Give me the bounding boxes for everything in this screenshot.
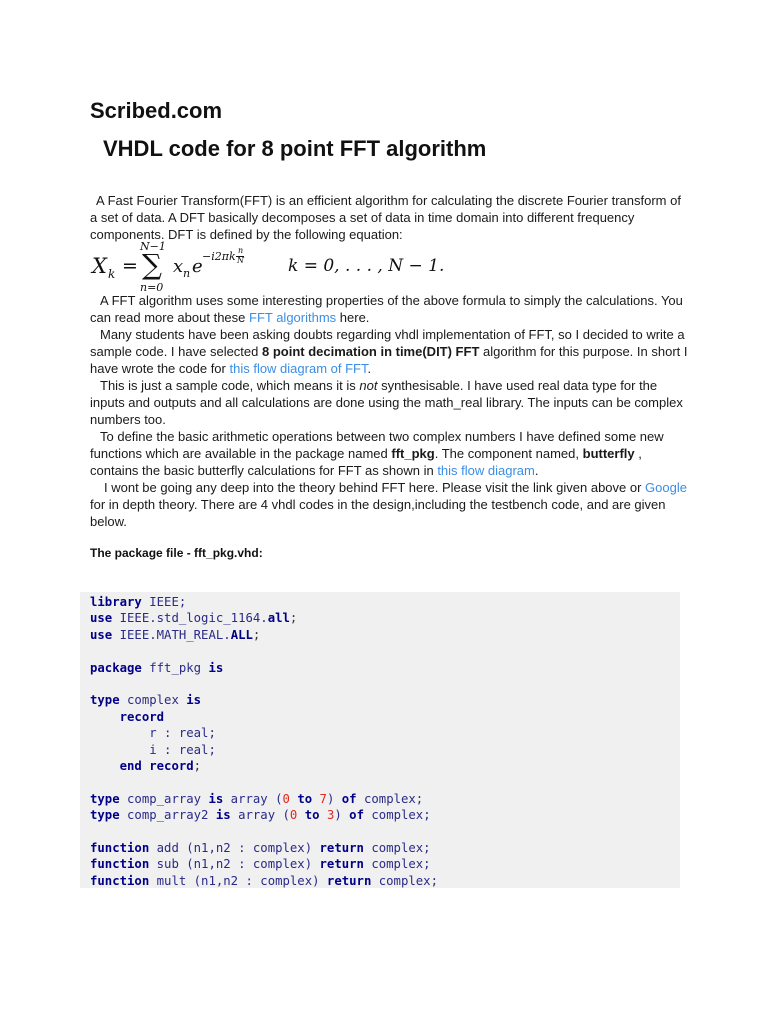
- flow-diagram-of-fft-link[interactable]: this flow diagram of FFT: [229, 361, 368, 376]
- code-number: 7: [319, 791, 327, 806]
- code-blank-line: [90, 774, 680, 790]
- code-indent: [90, 759, 120, 773]
- code-blank-line: [90, 643, 680, 659]
- code-line: [90, 758, 680, 774]
- dft-equation: [92, 240, 452, 296]
- code-keyword: library: [90, 595, 142, 609]
- code-keyword: type: [90, 808, 120, 823]
- code-keyword: return: [319, 857, 364, 872]
- code-keyword: is: [215, 808, 231, 823]
- eq-exponent: −i2πk: [202, 250, 236, 263]
- code-text: ): [334, 808, 350, 823]
- code-text: comp_array: [119, 791, 209, 806]
- code-number: 0: [289, 808, 298, 823]
- code-keyword: use: [90, 611, 113, 626]
- code-text: [297, 808, 304, 822]
- code-keyword: record: [119, 709, 165, 724]
- code-number: 0: [282, 791, 290, 806]
- code-text: add (n1,n2 : complex): [149, 840, 320, 855]
- eq-term: x: [173, 256, 184, 277]
- eq-equals: =: [122, 255, 138, 277]
- para5-bold-butterfly: butterfly: [582, 446, 635, 461]
- para5-text-mid2: , contains the basic butterfly calculations for FFT as shown in: [90, 446, 642, 478]
- code-number: 3: [326, 808, 335, 823]
- para2-text-end: here.: [336, 310, 370, 325]
- code-keyword: type: [90, 693, 120, 708]
- article-title: VHDL code for 8 point FFT algorithm: [103, 136, 487, 161]
- code-line: [90, 807, 680, 823]
- code-blank-line: [90, 676, 680, 692]
- eq-range: k = 0, . . . , N − 1.: [288, 256, 445, 276]
- code-text: [320, 808, 327, 822]
- code-text: complex;: [363, 808, 431, 823]
- para4-italic: not: [359, 378, 378, 393]
- code-keyword: use: [90, 627, 113, 642]
- code-keyword: function: [90, 873, 150, 888]
- code-text: array (: [230, 808, 290, 823]
- code-text: IEEE;: [141, 595, 187, 609]
- para3-text-mid: algorithm for this purpose. In short I have wrote the code for: [90, 344, 688, 376]
- code-text: complex;: [356, 791, 424, 806]
- code-text: [312, 792, 319, 806]
- code-text: complex;: [363, 857, 431, 872]
- para6-text-end: for in depth theory. There are 4 vhdl codes in the design,including the testbench code, and are given below.: [90, 497, 666, 529]
- code-text: IEEE.std_logic_1164.: [112, 611, 268, 626]
- para5-text: To define the basic arithmetic operations between two complex numbers I have defined some new functions which are available in the package named: [90, 429, 664, 461]
- eq-lhs: X: [92, 254, 107, 278]
- code-line: [90, 660, 680, 676]
- paragraph-theory: [90, 479, 690, 530]
- code-text: ;: [289, 611, 298, 626]
- code-keyword: of: [349, 808, 364, 823]
- paragraph-arithmetic: [90, 428, 690, 479]
- code-text: IEEE.MATH_REAL.: [112, 627, 231, 642]
- para6-text: I wont be going any deep into the theory behind FFT here. Please visit the link given above or: [104, 480, 646, 495]
- code-keyword: function: [90, 857, 150, 872]
- eq-exp-base: e: [192, 256, 203, 277]
- eq-frac-den: N: [237, 256, 244, 265]
- code-keyword: to: [297, 791, 313, 806]
- paragraph-fft-properties: [90, 292, 690, 326]
- eq-term-sub: n: [183, 267, 191, 280]
- code-line: [90, 873, 680, 889]
- flow-diagram-link[interactable]: this flow diagram: [437, 463, 535, 478]
- code-line: [90, 742, 680, 758]
- code-keyword: to: [304, 808, 320, 823]
- eq-lhs-sub: k: [108, 267, 116, 281]
- code-keyword: is: [186, 693, 202, 708]
- paragraph-students: [90, 326, 690, 377]
- code-text: fft_pkg: [141, 660, 209, 675]
- code-line: [90, 610, 680, 626]
- code-line: [90, 709, 680, 725]
- site-name: Scribed.com: [90, 98, 223, 123]
- code-block: [80, 592, 680, 888]
- eq-sum-bottom: n=0: [140, 281, 164, 294]
- code-text: mult (n1,n2 : complex): [149, 873, 327, 888]
- eq-sum-symbol: ∑: [142, 248, 162, 281]
- code-text: ;: [252, 627, 261, 642]
- code-keyword: of: [341, 791, 357, 806]
- code-line: [90, 840, 680, 856]
- para2-text: A FFT algorithm uses some interesting properties of the above formula to simply the calculations. You can read more about these: [90, 293, 683, 325]
- intro-paragraph: A Fast Fourier Transform(FFT) is an efficient algorithm for calculating the discrete Fourier transform of a set of data. A DFT basically decomposes a set of data in time domain into different frequency components. DFT is defined by the following equation:: [90, 193, 681, 242]
- para4-text: This is just a sample code, which means it is: [100, 378, 360, 393]
- code-text: sub (n1,n2 : complex): [149, 857, 320, 872]
- code-line: [90, 791, 680, 807]
- para5-text-end: .: [534, 463, 539, 478]
- para5-text-mid: . The component named,: [434, 446, 583, 461]
- google-link[interactable]: Google: [645, 480, 687, 495]
- code-line: [90, 856, 680, 872]
- code-line: [90, 627, 680, 643]
- code-keyword: return: [326, 873, 372, 888]
- eq-frac-num: n: [238, 246, 244, 255]
- code-keyword: is: [208, 791, 224, 806]
- code-text: ): [326, 791, 342, 806]
- code-text: array (: [223, 791, 283, 806]
- code-keyword: all: [267, 611, 290, 626]
- code-blank-line: [90, 823, 680, 839]
- code-keyword: function: [90, 840, 150, 855]
- para3-bold: 8 point decimation in time(DIT) FFT: [262, 344, 480, 359]
- code-text: comp_array2: [119, 808, 216, 823]
- para3-text: Many students have been asking doubts regarding vhdl implementation of FFT, so I decided to write a sample code. I have selected: [90, 327, 685, 359]
- code-indent: [90, 710, 120, 724]
- code-line: [90, 594, 680, 610]
- code-text: complex: [119, 693, 187, 708]
- para4-text-end: synthesisable. I have used real data type for the inputs and outputs and all calculations are done using the math_real library. The inputs can be complex numbers too.: [90, 378, 683, 427]
- code-line: [90, 725, 680, 741]
- code-keyword: type: [90, 791, 120, 806]
- paragraph-sample-code: [90, 377, 690, 428]
- code-keyword: ALL: [230, 627, 253, 642]
- code-text: ;: [193, 758, 202, 773]
- code-line: [90, 692, 680, 708]
- para3-text-end: .: [367, 361, 372, 376]
- code-text: i : real;: [90, 742, 216, 757]
- code-keyword: is: [208, 660, 224, 675]
- code-text: complex;: [371, 873, 438, 888]
- code-keyword: package: [90, 660, 142, 675]
- code-text: r : real;: [90, 726, 216, 741]
- code-keyword: return: [319, 840, 364, 855]
- eq-sum-top: N−1: [140, 240, 166, 253]
- code-text: complex;: [363, 840, 431, 855]
- package-file-heading: The package file - fft_pkg.vhd:: [90, 546, 263, 560]
- para5-bold-pkg: fft_pkg: [391, 446, 435, 461]
- code-keyword: end record: [119, 758, 194, 773]
- fft-algorithms-link[interactable]: FFT algorithms: [249, 310, 337, 325]
